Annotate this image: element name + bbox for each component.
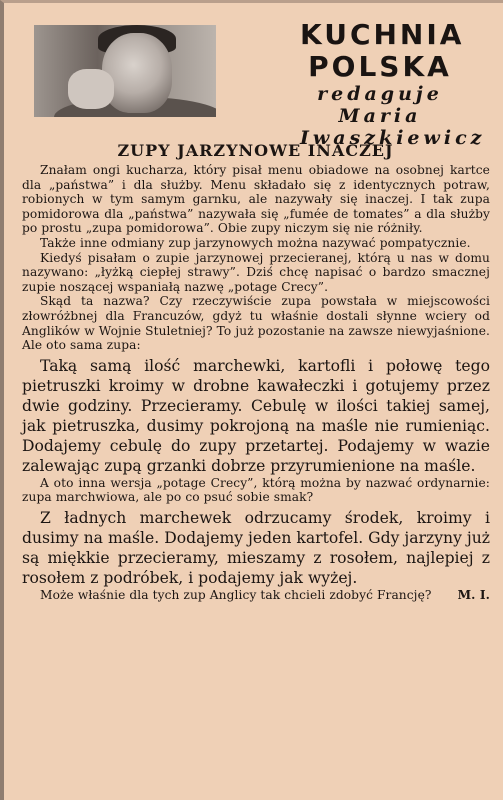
closing-text: Może właśnie dla tych zup Anglicy tak chcieli zdobyć Francję?: [40, 587, 432, 602]
paragraph: Skąd ta nazwa? Czy rzeczywiście zupa powstała w miejscowości złowróżbnej dla Francuzów, gdyż tu właśnie dostali słynne wciery od Anglików w Wojnie Stuletniej? To już pozostanie na zawsze niewyjaśnione. Ale oto sama zupa:: [22, 294, 490, 353]
recipe-paragraph: Z ładnych marchewek odrzucamy środek, kroimy i dusimy na maśle. Dodajemy jeden kartofel. Gdy jarzyny już są miękkie przecieramy, mieszamy z rosołem, najlepiej z rosołem z podróbek, i podajemy jak wyżej.: [22, 508, 490, 587]
paragraph: Znałam ongi kucharza, który pisał menu obiadowe na osobnej kartce dla „państwa” i dla służby. Menu składało się z identycznych potraw, robionych w tym samym garnku, ale nazywały się inaczej. I tak zupa pomidorowa dla „państwa” nazywała się „fumée de tomates” a dla służby po prostu „zupa pomidorowa”. Obie zupy niczym się nie różniły.: [22, 163, 490, 236]
column-header: [18, 13, 498, 149]
paragraph: Kiedyś pisałam o zupie jarzynowej przecieranej, którą u nas w domu nazywano: „łyżką ciepłej strawy”. Dziś chcę napisać o bardzo smacznej zupie noszącej wspaniałą nazwę „potage Crecy”.: [22, 250, 490, 294]
author-photo: [34, 25, 216, 117]
masthead-title-1: KUCHNIA: [300, 18, 465, 51]
closing-line: [22, 588, 490, 603]
byline-1: redaguje: [317, 83, 443, 105]
paragraph: A oto inna wersja „potage Crecy”, którą można by nazwać ordynarnie: zupa marchwiowa, ale po co psuć sobie smak?: [22, 475, 490, 505]
recipe-paragraph: Taką samą ilość marchewki, kartofli i połowę tego pietruszki kroimy w drobne kawałeczki i gotujemy przez dwie godziny. Przecieramy. Cebulę w ilości takiej samej, jak pietruszka, dusimy pokrojoną na maśle nie rumieniąc. Dodajemy cebulę do zupy przetartej. Podajemy w wazie zalewając zupą grzanki dobrze przyrumienione na maśle.: [22, 356, 490, 475]
signature: M. I.: [457, 587, 490, 602]
paragraph: Także inne odmiany zup jarzynowych można nazywać pompatycznie.: [40, 235, 471, 250]
photo-hand: [68, 69, 114, 109]
masthead-title-2: POLSKA: [308, 50, 452, 83]
photo-face: [102, 33, 172, 113]
article-title: ZUPY JARZYNOWE INACZEJ: [117, 141, 394, 160]
masthead: [300, 18, 486, 149]
article-body: [22, 163, 490, 603]
byline-2: Maria: [338, 105, 422, 127]
byline-3: Iwaszkiewicz: [300, 127, 486, 149]
